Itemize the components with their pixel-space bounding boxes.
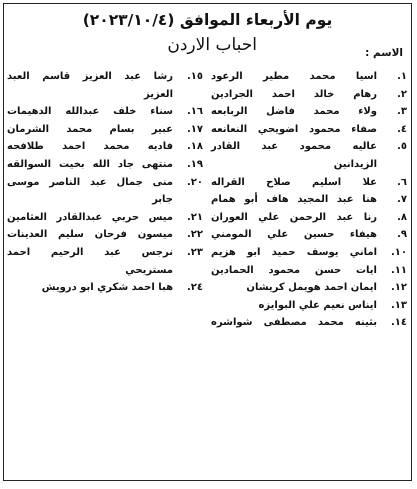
list-item: [211, 226, 407, 244]
person-name: ولاء محمد فاضل الربابعه: [211, 106, 377, 118]
list-item: [211, 103, 407, 121]
names-list-left: [7, 68, 203, 297]
list-item: [211, 174, 407, 192]
person-name: هبا احمد شكري ابو درويش: [41, 282, 173, 294]
item-number: ١٧.: [186, 123, 203, 135]
person-name: ايناس نعيم علي البوايزه: [258, 299, 377, 311]
item-number: ٢٢.: [186, 229, 203, 241]
item-number: ٩.: [397, 229, 407, 241]
person-name: نرجس عبد الرحيم احمد مستريحي: [7, 246, 173, 276]
list-item: [211, 209, 407, 227]
list-item: [7, 156, 203, 174]
item-number: ١٦.: [186, 106, 203, 118]
list-item: [7, 174, 203, 209]
person-name: عاليه محمود عبد القادر الزيدانين: [211, 141, 377, 170]
item-number: ٦.: [397, 176, 407, 188]
person-name: ميس حربي عبدالقادر العثامين: [7, 211, 173, 223]
list-item: [7, 226, 203, 244]
person-name: هيفاء حسين علي المومني: [211, 229, 377, 241]
item-number: ١٨.: [186, 141, 203, 153]
person-name: فاديه محمد احمد طلافحه: [7, 141, 173, 153]
person-name: رشا عبد العزيز قاسم العبد العزيز: [7, 71, 173, 100]
list-item: [211, 262, 407, 280]
list-item: [211, 297, 407, 315]
person-name: ميسون فرحان سليم العدينات: [7, 229, 173, 241]
person-name: منى جمال عبد الناصر موسى جابر: [7, 176, 173, 206]
page-title: يوم الأربعاء الموافق (٢٠٢٣/١٠/٤): [82, 11, 333, 29]
item-number: ٧.: [397, 194, 407, 206]
list-item: [211, 314, 407, 332]
item-number: ١٣.: [390, 299, 407, 311]
names-label: الاسم :: [365, 47, 403, 59]
person-name: هنا عبد المجيد هاف أبو همام: [211, 194, 377, 206]
section-heading: احباب الاردن: [167, 35, 257, 55]
list-item: [211, 244, 407, 262]
person-name: ايات حسن محمود الحمادين: [211, 264, 377, 276]
item-number: ٢٠.: [186, 176, 203, 188]
list-item: [211, 191, 407, 209]
item-number: ١٤.: [390, 317, 407, 329]
list-item: [7, 68, 203, 103]
list-item: [7, 121, 203, 139]
item-number: ١١.: [390, 264, 407, 276]
item-number: ١.: [397, 71, 407, 82]
person-name: رهام خالد احمد الجرادين: [211, 88, 377, 100]
list-item: [211, 279, 407, 297]
person-name: عبير بسام محمد الشرمان: [7, 123, 173, 135]
item-number: ١٠.: [390, 246, 407, 258]
item-number: ٣.: [397, 106, 407, 118]
list-item: [7, 279, 203, 297]
person-name: رنا عبد الرحمن علي العوران: [211, 211, 377, 223]
person-name: اماني يوسف حميد ابو هزيم: [211, 246, 377, 258]
item-number: ١٥.: [186, 71, 203, 82]
names-list-right: [211, 68, 407, 332]
person-name: اسيا محمد مطير الرعود: [211, 71, 377, 82]
list-item: [211, 86, 407, 104]
item-number: ٢.: [397, 88, 407, 100]
notice-page: [3, 3, 412, 481]
item-number: ٨.: [397, 211, 407, 223]
item-number: ٥.: [397, 141, 407, 153]
item-number: ٢٤.: [186, 282, 203, 294]
person-name: علا اسليم صلاح القراله: [211, 176, 377, 188]
person-name: صفاء محمود اضويحي النعانعه: [211, 123, 377, 135]
list-item: [211, 68, 407, 86]
list-item: [211, 138, 407, 173]
person-name: بثينه محمد مصطفى شواشره: [211, 317, 377, 329]
item-number: ٢٣.: [186, 246, 203, 258]
list-item: [211, 121, 407, 139]
item-number: ٤.: [397, 123, 407, 135]
list-item: [7, 103, 203, 121]
item-number: ١٩.: [186, 158, 203, 170]
person-name: سناء خلف عبدالله الدهيمات: [7, 106, 173, 118]
person-name: منتهى جاد الله بخيت السوالقه: [7, 158, 173, 170]
item-number: ٢١.: [186, 211, 203, 223]
person-name: ايمان احمد هويمل كريشان: [246, 282, 377, 294]
list-item: [7, 209, 203, 227]
list-item: [7, 138, 203, 156]
item-number: ١٢.: [390, 282, 407, 294]
list-item: [7, 244, 203, 279]
